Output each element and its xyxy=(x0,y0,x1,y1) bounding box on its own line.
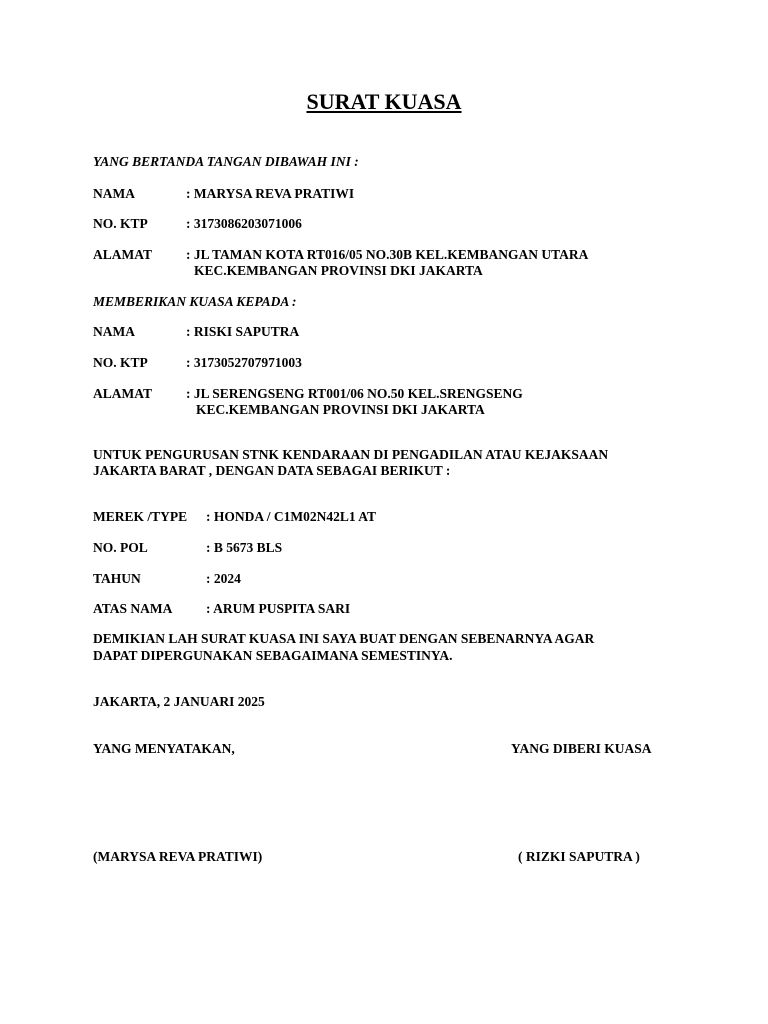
closing-line1: DEMIKIAN LAH SURAT KUASA INI SAYA BUAT DENGAN SEBENARNYA AGAR xyxy=(93,631,595,646)
vehicle-merek-value: : HONDA / C1M02N42L1 AT xyxy=(206,509,377,524)
vehicle-tahun-label: TAHUN xyxy=(93,571,141,586)
grantee-alamat-label: ALAMAT xyxy=(93,386,152,401)
vehicle-atasnama-value: : ARUM PUSPITA SARI xyxy=(206,601,351,616)
vehicle-merek-label: MEREK /TYPE xyxy=(93,509,188,524)
grantor-alamat-label: ALAMAT xyxy=(93,247,152,262)
grantee-nama-label: NAMA xyxy=(93,324,135,339)
closing-line2: DAPAT DIPERGUNAKAN SEBAGAIMANA SEMESTINYA. xyxy=(93,648,453,663)
grantee-ktp-label: NO. KTP xyxy=(93,355,148,370)
signature-left-name: (MARYSA REVA PRATIWI) xyxy=(93,849,263,864)
signature-right-heading: YANG DIBERI KUASA xyxy=(511,741,652,756)
vehicle-nopol-value: : B 5673 BLS xyxy=(206,540,283,555)
purpose-line1: UNTUK PENGURUSAN STNK KENDARAAN DI PENGADILAN ATAU KEJAKSAAN xyxy=(93,447,609,462)
signature-left-heading: YANG MENYATAKAN, xyxy=(93,741,235,756)
grantor-nama-value: : MARYSA REVA PRATIWI xyxy=(186,186,355,201)
vehicle-nopol-label: NO. POL xyxy=(93,540,148,555)
grantee-ktp-value: : 3173052707971003 xyxy=(186,355,302,370)
place-date: JAKARTA, 2 JANUARI 2025 xyxy=(93,694,265,709)
grantee-heading: MEMBERIKAN KUASA KEPADA : xyxy=(93,294,297,309)
vehicle-tahun-value: : 2024 xyxy=(206,571,241,586)
grantor-alamat-line1: : JL TAMAN KOTA RT016/05 NO.30B KEL.KEMBANGAN UTARA xyxy=(186,247,589,262)
grantor-alamat-line2: KEC.KEMBANGAN PROVINSI DKI JAKARTA xyxy=(194,263,483,278)
grantor-ktp-value: : 3173086203071006 xyxy=(186,216,302,231)
grantee-alamat-line2: KEC.KEMBANGAN PROVINSI DKI JAKARTA xyxy=(196,402,485,417)
document-title: SURAT KUASA xyxy=(306,89,462,114)
grantor-heading: YANG BERTANDA TANGAN DIBAWAH INI : xyxy=(93,154,359,169)
signature-right-name: ( RIZKI SAPUTRA ) xyxy=(518,849,640,864)
grantee-nama-value: : RISKI SAPUTRA xyxy=(186,324,300,339)
vehicle-atasnama-label: ATAS NAMA xyxy=(93,601,173,616)
purpose-line2: JAKARTA BARAT , DENGAN DATA SEBAGAI BERIKUT : xyxy=(93,463,451,478)
grantor-ktp-label: NO. KTP xyxy=(93,216,148,231)
grantor-nama-label: NAMA xyxy=(93,186,135,201)
grantee-alamat-line1: : JL SERENGSENG RT001/06 NO.50 KEL.SRENGSENG xyxy=(186,386,523,401)
